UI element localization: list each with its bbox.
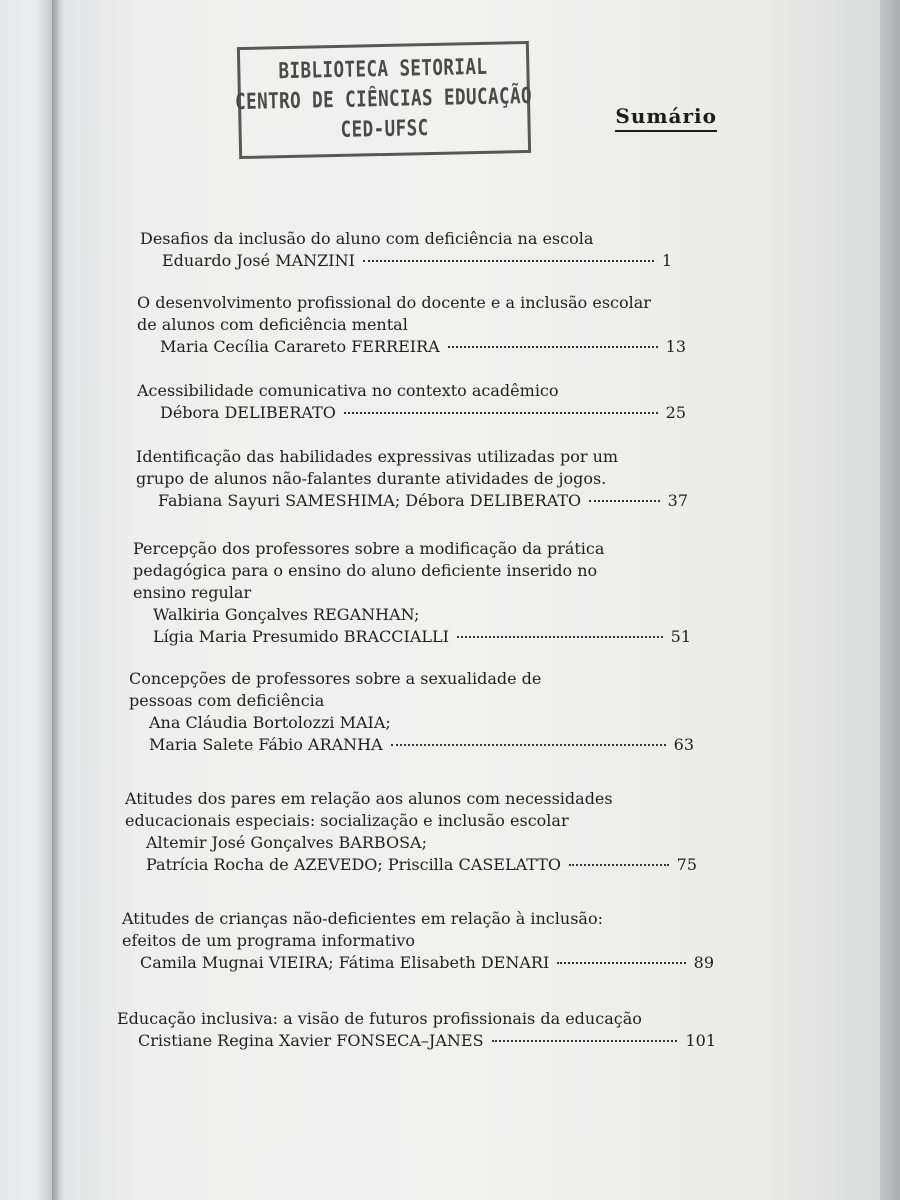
dot-leader (391, 744, 666, 746)
page-title: Sumário (615, 104, 717, 132)
stamp-line: CENTRO DE CIÊNCIAS EDUCAÇÃO (235, 83, 533, 116)
toc-page-number: 63 (673, 735, 694, 754)
toc-entry-author-row (136, 490, 688, 512)
toc-entry-author-row (137, 402, 686, 424)
dot-leader (448, 346, 658, 348)
toc-entry-author: Walkiria Gonçalves REGANHAN; (153, 605, 420, 624)
toc-entry-author: Altemir José Gonçalves BARBOSA; (146, 833, 427, 852)
toc-entry-author: Lígia Maria Presumido BRACCIALLI (153, 627, 449, 646)
toc-entry-title: ensino regular (133, 583, 252, 602)
toc-entry (140, 228, 672, 272)
toc-entry-author: Maria Salete Fábio ARANHA (149, 735, 383, 754)
toc-entry (133, 538, 691, 648)
dot-leader (363, 260, 654, 262)
dot-leader (344, 412, 658, 414)
toc-entry-title: efeitos de um programa informativo (122, 931, 415, 950)
toc-page-number: 1 (661, 251, 672, 270)
toc-entry-author-row (137, 336, 686, 358)
toc-entry-title: Concepções de professores sobre a sexualidade de (129, 669, 542, 688)
toc-entry-title: pessoas com deficiência (129, 691, 325, 710)
toc-entry-title: Percepção dos professores sobre a modificação da prática (133, 539, 605, 558)
toc-entry-title: educacionais especiais: socialização e inclusão escolar (125, 811, 569, 830)
toc-entry-author-row (129, 734, 694, 756)
toc-page-number: 25 (665, 403, 686, 422)
toc-page-number: 89 (693, 953, 714, 972)
toc-entry-title: Identificação das habilidades expressivas utilizadas por um (136, 447, 619, 466)
toc-entry-author: Débora DELIBERATO (160, 403, 336, 422)
toc-entry-author: Patrícia Rocha de AZEVEDO; Priscilla CASELATTO (146, 855, 562, 874)
toc-entry-title: pedagógica para o ensino do aluno deficiente inserido no (133, 561, 598, 580)
toc-entry-author: Ana Cláudia Bortolozzi MAIA; (149, 713, 391, 732)
toc-entry (117, 1008, 716, 1052)
toc-entry (122, 908, 714, 974)
dot-leader (457, 636, 663, 638)
toc-entry (137, 292, 686, 358)
toc-entry-title: Atitudes dos pares em relação aos alunos com necessidades (125, 789, 613, 808)
toc-entry-title: Acessibilidade comunicativa no contexto acadêmico (137, 381, 559, 400)
toc-page-number: 13 (665, 337, 686, 356)
toc-entry-author: Maria Cecília Carareto FERREIRA (160, 337, 440, 356)
toc-entry-author-row (140, 250, 672, 272)
toc-entry-author-row (125, 854, 697, 876)
toc-entry-title: O desenvolvimento profissional do docente e a inclusão escolar (137, 293, 651, 312)
toc-entry-author-row (117, 1030, 716, 1052)
dot-leader (557, 962, 685, 964)
dot-leader (492, 1040, 678, 1042)
toc-entry-author: Fabiana Sayuri SAMESHIMA; Débora DELIBERATO (158, 491, 582, 510)
toc-entry-author-row (133, 626, 691, 648)
dot-leader (589, 500, 659, 502)
toc-entry-author: Eduardo José MANZINI (162, 251, 355, 270)
stamp-line: BIBLIOTECA SETORIAL (278, 54, 489, 85)
toc-entry-title: Educação inclusiva: a visão de futuros profissionais da educação (117, 1009, 642, 1028)
dot-leader (569, 864, 669, 866)
toc-entry-author: Cristiane Regina Xavier FONSECA–JANES (138, 1031, 484, 1050)
toc-page-number: 75 (676, 855, 697, 874)
toc-entry-author-row (122, 952, 714, 974)
toc-entry (137, 380, 686, 424)
toc-page-number: 37 (667, 491, 688, 510)
toc-entry-title: de alunos com deficiência mental (137, 315, 408, 334)
toc-entry (125, 788, 697, 876)
toc-page-number: 101 (685, 1031, 716, 1050)
toc-entry (129, 668, 694, 756)
stamp-line: CED-UFSC (340, 116, 429, 143)
toc-entry-title: Atitudes de crianças não-deficientes em relação à inclusão: (122, 909, 603, 928)
toc-page-number: 51 (670, 627, 691, 646)
toc-entry-author: Camila Mugnai VIEIRA; Fátima Elisabeth DENARI (140, 953, 550, 972)
toc-entry-title: grupo de alunos não-falantes durante atividades de jogos. (136, 469, 607, 488)
toc-entry (136, 446, 688, 512)
toc-entry-title: Desafios da inclusão do aluno com deficiência na escola (140, 229, 594, 248)
